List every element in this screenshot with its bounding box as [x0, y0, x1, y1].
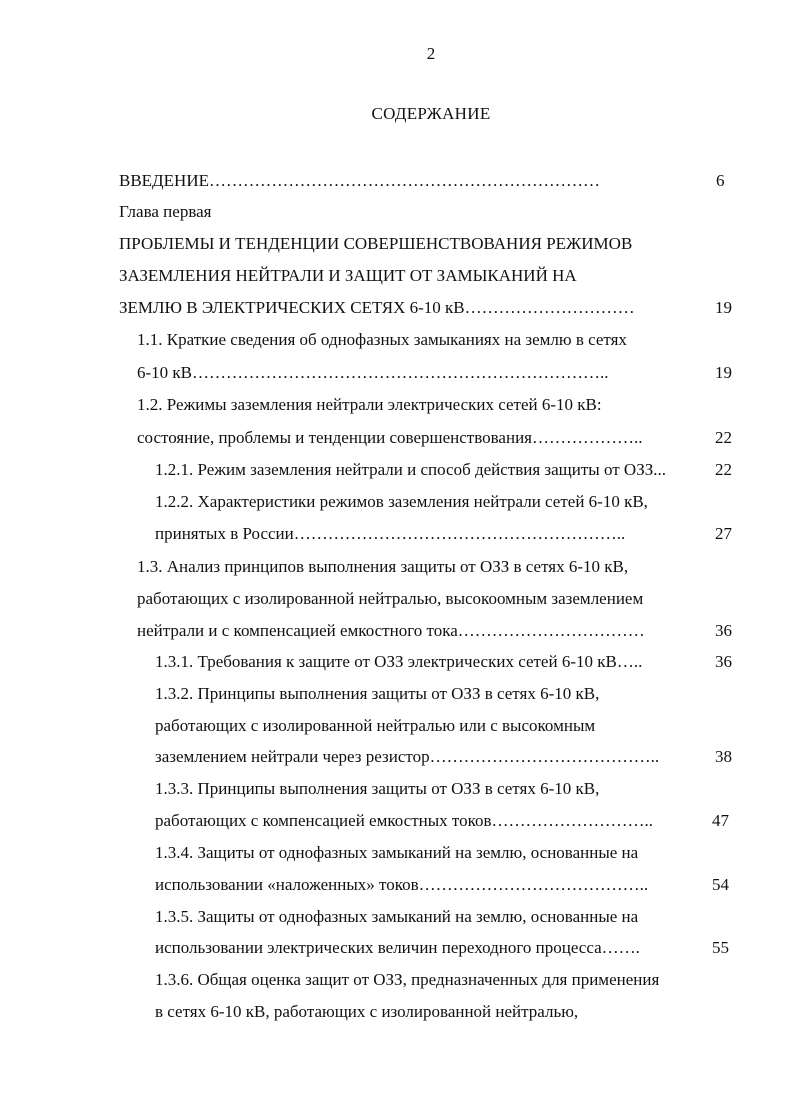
toc-entry-text: ПРОБЛЕМЫ И ТЕНДЕНЦИИ СОВЕРШЕНСТВОВАНИЯ РЕЖИМОВ: [119, 234, 633, 253]
toc-entry-text: работающих с компенсацией емкостных токов………………………..: [155, 811, 654, 830]
toc-entry-text: принятых в России…………………………………………………..: [155, 524, 626, 543]
toc-page-number: 27: [715, 524, 732, 543]
toc-entry-text: 1.2.1. Режим заземления нейтрали и способ действия защиты от ОЗЗ...: [155, 460, 666, 479]
toc-entry-text: ВВЕДЕНИЕ……………………………………………………………: [119, 171, 600, 190]
toc-entry-text: 1.3.5. Защиты от однофазных замыканий на землю, основанные на: [155, 907, 639, 926]
toc-page-number: 36: [715, 621, 732, 640]
toc-entry-text: 1.3.4. Защиты от однофазных замыканий на землю, основанные на: [155, 843, 639, 862]
page-number: 2: [426, 44, 436, 63]
toc-entry-text: 1.3.6. Общая оценка защит от ОЗЗ, предназначенных для применения: [155, 970, 660, 989]
toc-entry-text: в сетях 6-10 кВ, работающих с изолированной нейтралью,: [155, 1002, 579, 1021]
toc-entry-text: 1.3.3. Принципы выполнения защиты от ОЗЗ в сетях 6-10 кВ,: [155, 779, 600, 798]
toc-entry-text: использовании «наложенных» токов…………………………………..: [155, 875, 649, 894]
toc-entry-text: ЗЕМЛЮ В ЭЛЕКТРИЧЕСКИХ СЕТЯХ 6-10 кВ…………………………: [119, 298, 635, 317]
toc-entry-text: 1.2. Режимы заземления нейтрали электрических сетей 6-10 кВ:: [137, 395, 602, 414]
toc-page-number: 19: [715, 298, 732, 317]
toc-page-number: 54: [712, 875, 729, 894]
toc-entry-text: Глава первая: [119, 202, 212, 221]
toc-page-number: 38: [715, 747, 732, 766]
toc-entry-text: 1.1. Краткие сведения об однофазных замыканиях на землю в сетях: [137, 330, 627, 349]
toc-page-number: 6: [716, 171, 725, 190]
toc-entry-text: работающих с изолированной нейтралью или с высокомным: [155, 716, 596, 735]
toc-entry-text: 1.3. Анализ принципов выполнения защиты от ОЗЗ в сетях 6-10 кВ,: [137, 557, 629, 576]
toc-entry-text: 1.3.2. Принципы выполнения защиты от ОЗЗ в сетях 6-10 кВ,: [155, 684, 600, 703]
toc-page-number: 22: [715, 428, 732, 447]
toc-page-number: 55: [712, 938, 729, 957]
toc-page-number: 22: [715, 460, 732, 479]
toc-entry-text: состояние, проблемы и тенденции совершенствования………………..: [137, 428, 643, 447]
toc-entry-text: 1.2.2. Характеристики режимов заземления нейтрали сетей 6-10 кВ,: [155, 492, 648, 511]
toc-entry-text: нейтрали и с компенсацией емкостного тока……………………………: [137, 621, 645, 640]
toc-entry-text: ЗАЗЕМЛЕНИЯ НЕЙТРАЛИ И ЗАЩИТ ОТ ЗАМЫКАНИЙ НА: [119, 266, 577, 285]
toc-page-number: 47: [712, 811, 729, 830]
toc-entry-text: использовании электрических величин переходного процесса…….: [155, 938, 640, 957]
toc-page-number: 19: [715, 363, 732, 382]
toc-entry-text: 1.3.1. Требования к защите от ОЗЗ электрических сетей 6-10 кВ…..: [155, 652, 643, 671]
toc-entry-text: заземлением нейтрали через резистор…………………………………..: [155, 747, 660, 766]
toc-entry-text: 6-10 кВ………………………………………………………………..: [137, 363, 609, 382]
toc-page-number: 36: [715, 652, 732, 671]
toc-title: СОДЕРЖАНИЕ: [371, 104, 491, 123]
toc-entry-text: работающих с изолированной нейтралью, высокоомным заземлением: [137, 589, 644, 608]
